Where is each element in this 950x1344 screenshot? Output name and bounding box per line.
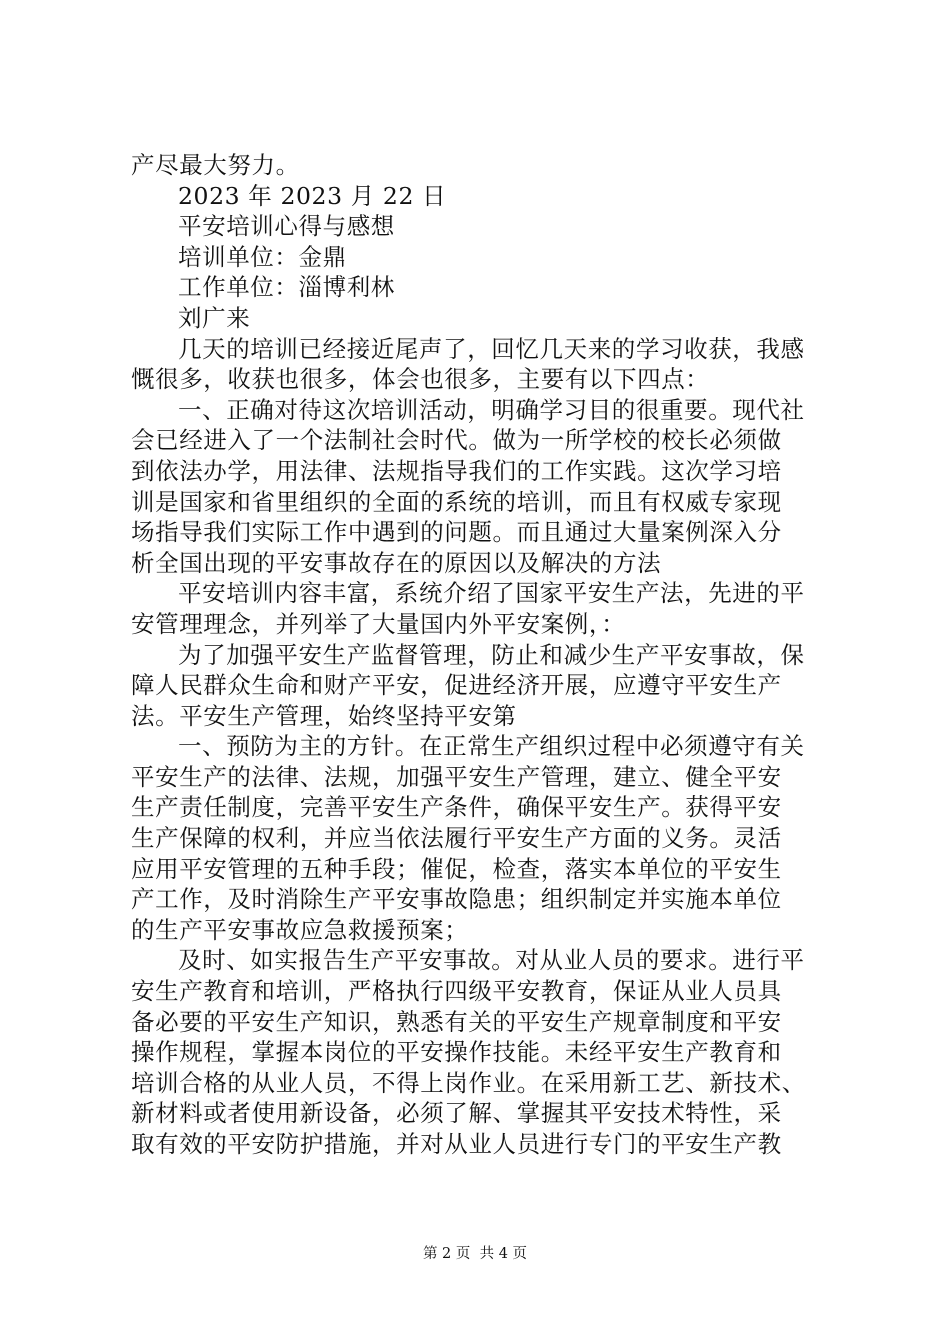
text-line: 会已经进入了一个法制社会时代。做为一所学校的校长必须做 bbox=[131, 426, 782, 455]
text-line: 几天的培训已经接近尾声了，回忆几天来的学习收获，我感 bbox=[178, 334, 805, 363]
text-line: 安管理理念，并列举了大量国内外平安案例，： bbox=[131, 609, 626, 638]
text-line: 平安培训心得与感想 bbox=[178, 212, 395, 241]
text-line: 场指导我们实际工作中遇到的问题。而且通过大量案例深入分 bbox=[131, 518, 782, 547]
text-line: 析全国出现的平安事故存在的原因以及解决的方法 bbox=[131, 548, 662, 577]
text-line: 的生产平安事故应急救援预案； bbox=[131, 915, 469, 944]
text-line: 一、正确对待这次培训活动，明确学习目的很重要。现代社 bbox=[178, 395, 805, 424]
document-body bbox=[131, 150, 831, 1160]
text-line: 新材料或者使用新设备，必须了解、掌握其平安技术特性，采 bbox=[131, 1099, 782, 1128]
text-line: 取有效的平安防护措施，并对从业人员进行专门的平安生产教 bbox=[131, 1130, 782, 1158]
text-line: 安生产教育和培训，严格执行四级平安教育，保证从业人员具 bbox=[131, 977, 782, 1006]
text-line: 产尽最大努力。 bbox=[131, 151, 300, 179]
page-footer bbox=[0, 1244, 950, 1264]
text-line: 及时、如实报告生产平安事故。对从业人员的要求。进行平 bbox=[178, 946, 805, 975]
text-line: 障人民群众生命和财产平安，促进经济开展，应遵守平安生产 bbox=[131, 671, 782, 700]
text-line: 工作单位：淄博利林 bbox=[178, 273, 395, 302]
text-line: 法。平安生产管理，始终坚持平安第 bbox=[131, 701, 517, 730]
text-line: 一、预防为主的方针。在正常生产组织过程中必须遵守有关 bbox=[178, 732, 805, 761]
page-total: 共 4 页 bbox=[479, 1246, 528, 1262]
text-line: 到依法办学，用法律、法规指导我们的工作实践。这次学习培 bbox=[131, 456, 782, 485]
text-line: 应用平安管理的五种手段；催促，检查，落实本单位的平安生 bbox=[131, 854, 782, 883]
text-line: 培训单位：金鼎 bbox=[178, 242, 347, 271]
text-line: 产工作，及时消除生产平安事故隐患；组织制定并实施本单位 bbox=[131, 885, 782, 914]
text-line: 生产责任制度，完善平安生产条件，确保平安生产。获得平安 bbox=[131, 793, 782, 822]
text-line: 平安生产的法律、法规，加强平安生产管理，建立、健全平安 bbox=[131, 762, 782, 791]
text-line: 刘广来 bbox=[178, 303, 251, 332]
text-line: 训是国家和省里组织的全面的系统的培训，而且有权威专家现 bbox=[131, 487, 782, 516]
text-line: 为了加强平安生产监督管理，防止和减少生产平安事故，保 bbox=[178, 640, 805, 669]
text-line: 培训合格的从业人员，不得上岗作业。在采用新工艺、新技术、 bbox=[131, 1068, 806, 1097]
text-line: 操作规程，掌握本岗位的平安操作技能。未经平安生产教育和 bbox=[131, 1038, 782, 1067]
text-line: 2023 年 2023 月 22 日 bbox=[178, 181, 447, 210]
text-line: 慨很多，收获也很多，体会也很多，主要有以下四点： bbox=[131, 365, 710, 394]
text-line: 备必要的平安生产知识，熟悉有关的平安生产规章制度和平安 bbox=[131, 1007, 782, 1036]
page-number: 第 2 页 bbox=[422, 1246, 471, 1262]
text-line: 生产保障的权利，并应当依法履行平安生产方面的义务。灵活 bbox=[131, 824, 782, 853]
text-line: 平安培训内容丰富，系统介绍了国家平安生产法，先进的平 bbox=[178, 579, 805, 608]
